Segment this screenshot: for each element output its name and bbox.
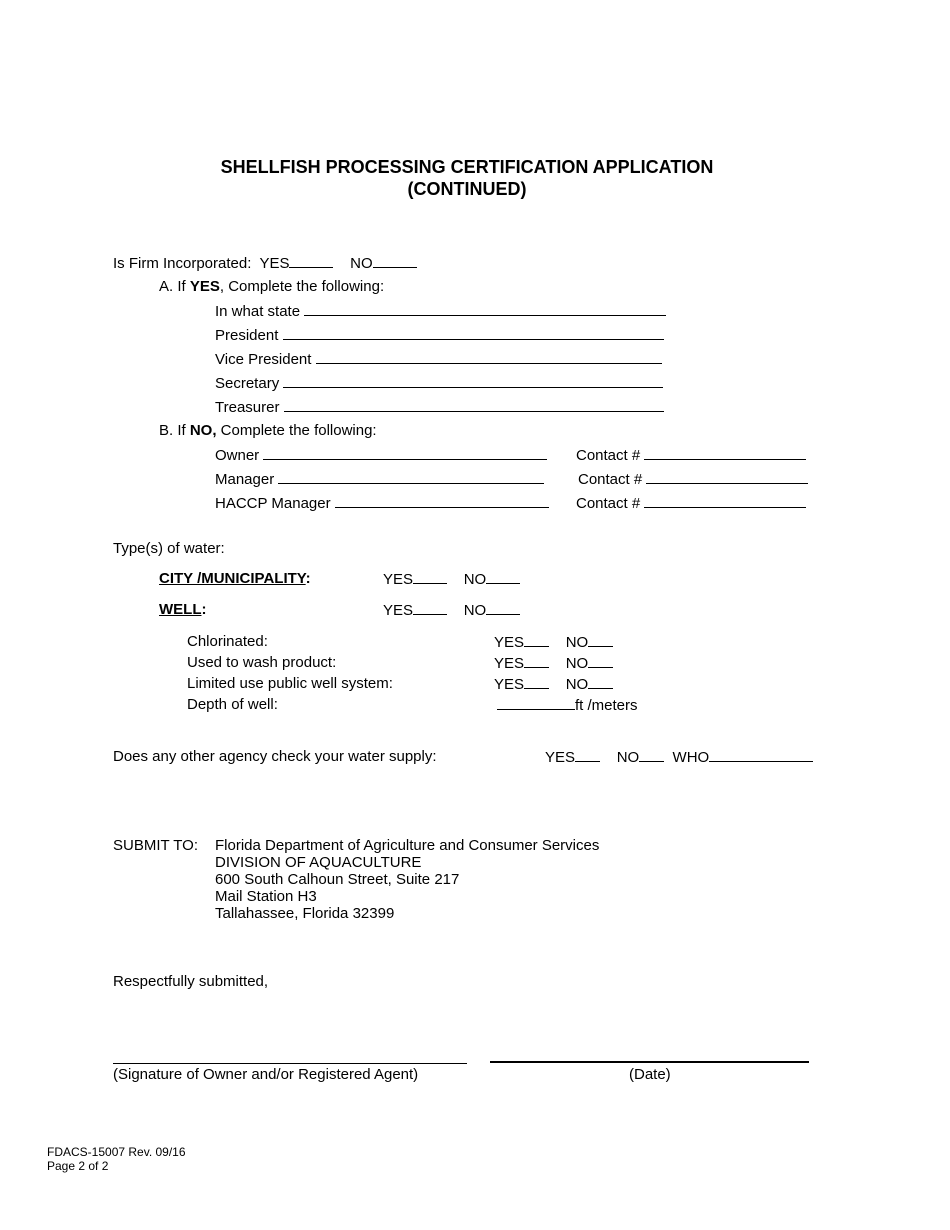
wash-product-yes-no: [494, 654, 613, 673]
contact-haccp-label: Contact #: [576, 495, 641, 512]
public-well-yes-label: YES: [494, 676, 525, 693]
contact-owner-blank[interactable]: [644, 446, 806, 460]
date-line[interactable]: [490, 1061, 809, 1063]
section-a-suffix: , Complete the following:: [219, 278, 385, 295]
agency-answers: [545, 748, 813, 767]
public-well-label: Limited use public well system:: [187, 675, 393, 692]
chlorinated-yes-label: YES: [494, 634, 525, 651]
chlorinated-no-label: NO: [565, 634, 589, 651]
field-president-label: President: [215, 327, 279, 344]
field-owner: [215, 446, 547, 465]
field-vice-president-label: Vice President: [215, 351, 312, 368]
incorporated-no-blank[interactable]: [373, 254, 417, 268]
wash-product-no-label: NO: [565, 655, 589, 672]
address-line-5: Tallahassee, Florida 32399: [215, 905, 395, 922]
well-no-blank[interactable]: [486, 601, 520, 615]
well-colon: :: [201, 601, 207, 618]
chlorinated-no-blank[interactable]: [588, 633, 613, 647]
field-haccp-manager-blank[interactable]: [335, 494, 549, 508]
city-municipality-colon: :: [305, 570, 311, 587]
contact-manager-label: Contact #: [578, 471, 643, 488]
well-yes-label: YES: [383, 602, 414, 619]
address-line-1: Florida Department of Agriculture and Consumer Services: [215, 837, 600, 854]
depth-blank[interactable]: [497, 696, 575, 710]
section-a-heading: [159, 278, 384, 296]
field-owner-blank[interactable]: [263, 446, 547, 460]
section-b-bold: NO,: [189, 422, 217, 439]
contact-haccp-blank[interactable]: [644, 494, 806, 508]
field-state: [215, 302, 666, 321]
city-municipality-text: CITY /MUNICIPALITY: [159, 570, 306, 587]
public-well-no-blank[interactable]: [588, 675, 613, 689]
incorporated-yes-blank[interactable]: [289, 254, 333, 268]
depth-field: [497, 696, 638, 715]
field-manager: [215, 470, 544, 489]
agency-yes-label: YES: [545, 749, 576, 766]
public-well-yes-no: [494, 675, 613, 694]
date-label: (Date): [629, 1066, 671, 1083]
field-secretary: [215, 374, 663, 393]
agency-who-blank[interactable]: [709, 748, 813, 762]
form-id: FDACS-15007 Rev. 09/16: [47, 1145, 186, 1159]
well-yes-no: [383, 601, 520, 620]
incorporated-label: Is Firm Incorporated:: [113, 255, 252, 272]
well-yes-blank[interactable]: [413, 601, 447, 615]
agency-who-label: WHO: [672, 749, 710, 766]
closing-text: Respectfully submitted,: [113, 973, 269, 990]
field-haccp-manager-label: HACCP Manager: [215, 495, 331, 512]
incorporated-no-label: NO: [350, 255, 373, 272]
field-treasurer-blank[interactable]: [284, 398, 664, 412]
incorporated-yes-label: YES: [259, 255, 290, 272]
section-b-heading: [159, 422, 377, 440]
city-yes-no: [383, 570, 520, 589]
submit-address: [215, 837, 599, 922]
field-manager-label: Manager: [215, 471, 275, 488]
signature-line[interactable]: [113, 1063, 467, 1064]
field-president: [215, 326, 664, 345]
agency-yes-blank[interactable]: [575, 748, 600, 762]
section-b-suffix: Complete the following:: [216, 422, 377, 439]
contact-owner-label: Contact #: [576, 447, 641, 464]
section-b-prefix: B. If: [159, 422, 190, 439]
chlorinated-yes-blank[interactable]: [524, 633, 549, 647]
address-line-4: Mail Station H3: [215, 888, 317, 905]
field-state-blank[interactable]: [304, 302, 666, 316]
city-yes-label: YES: [383, 571, 414, 588]
depth-label: Depth of well:: [187, 696, 278, 713]
agency-question: Does any other agency check your water supply:: [113, 748, 437, 765]
city-no-label: NO: [463, 571, 487, 588]
public-well-no-label: NO: [565, 676, 589, 693]
well-label: [159, 601, 207, 619]
contact-owner: [576, 446, 806, 465]
page-subtitle: (CONTINUED): [407, 179, 527, 199]
chlorinated-yes-no: [494, 633, 613, 652]
wash-product-yes-label: YES: [494, 655, 525, 672]
field-treasurer: [215, 398, 664, 417]
section-a-bold: YES: [189, 278, 220, 295]
section-a-prefix: A. If: [159, 278, 190, 295]
agency-no-blank[interactable]: [639, 748, 664, 762]
field-president-blank[interactable]: [283, 326, 664, 340]
chlorinated-label: Chlorinated:: [187, 633, 268, 650]
page-title: SHELLFISH PROCESSING CERTIFICATION APPLICATION: [220, 157, 714, 177]
contact-haccp: [576, 494, 806, 513]
signature-label: (Signature of Owner and/or Registered Agent): [113, 1066, 419, 1083]
wash-product-label: Used to wash product:: [187, 654, 337, 671]
contact-manager-blank[interactable]: [646, 470, 808, 484]
city-municipality-label: [159, 570, 311, 588]
city-no-blank[interactable]: [486, 570, 520, 584]
wash-product-no-blank[interactable]: [588, 654, 613, 668]
field-owner-label: Owner: [215, 447, 260, 464]
contact-manager: [578, 470, 808, 489]
field-state-label: In what state: [215, 303, 301, 320]
public-well-yes-blank[interactable]: [524, 675, 549, 689]
field-secretary-label: Secretary: [215, 375, 280, 392]
field-vice-president: [215, 350, 662, 369]
wash-product-yes-blank[interactable]: [524, 654, 549, 668]
field-treasurer-label: Treasurer: [215, 399, 280, 416]
address-line-3: 600 South Calhoun Street, Suite 217: [215, 871, 460, 888]
field-secretary-blank[interactable]: [283, 374, 663, 388]
well-text: WELL: [159, 601, 202, 618]
address-line-2: DIVISION OF AQUACULTURE: [215, 854, 422, 871]
city-yes-blank[interactable]: [413, 570, 447, 584]
page-number: Page 2 of 2: [47, 1159, 109, 1173]
submit-label: SUBMIT TO:: [113, 837, 199, 854]
field-haccp-manager: [215, 494, 549, 513]
incorporated-question: [113, 254, 417, 273]
agency-no-label: NO: [616, 749, 640, 766]
water-heading: Type(s) of water:: [113, 540, 225, 557]
depth-unit: ft /meters: [575, 697, 638, 714]
field-manager-blank[interactable]: [278, 470, 544, 484]
well-no-label: NO: [463, 602, 487, 619]
field-vice-president-blank[interactable]: [316, 350, 662, 364]
